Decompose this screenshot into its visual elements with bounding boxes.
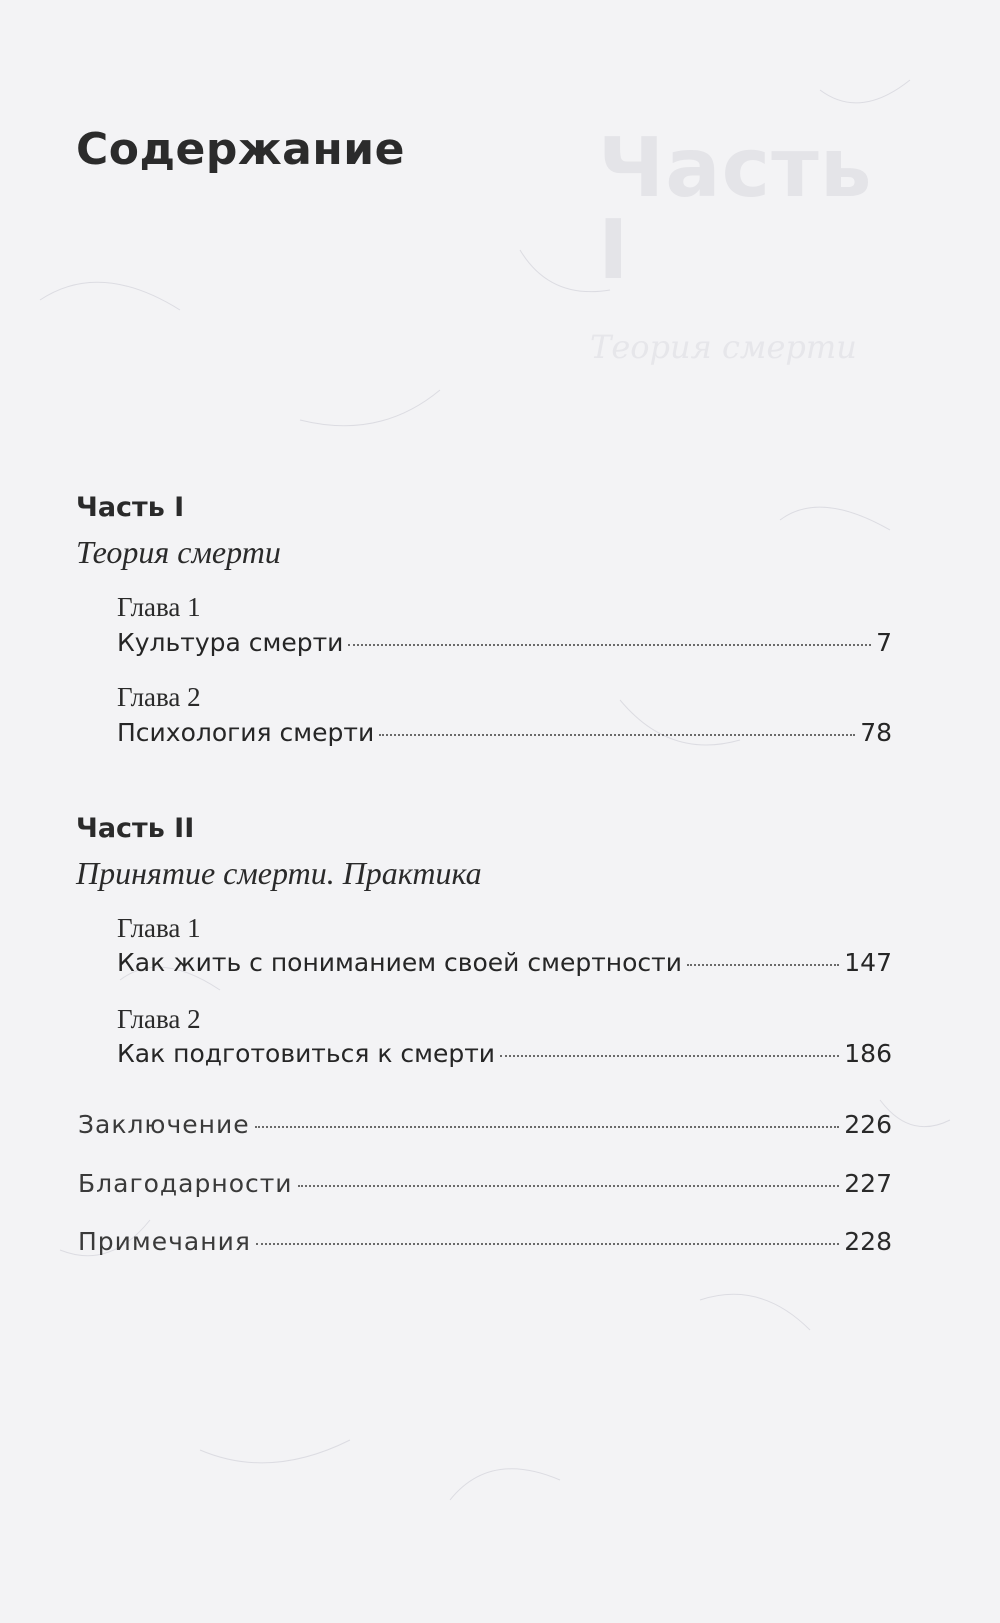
part-1-subtitle: Теория смерти (76, 534, 281, 570)
leader-dots (298, 1185, 840, 1187)
toc-entry-page: 7 (876, 628, 892, 657)
part-1-chapter-2-label: Глава 2 (117, 682, 201, 712)
toc-entry-page: 186 (844, 1039, 892, 1068)
leader-dots (348, 644, 871, 646)
part-2-chapter-1-label: Глава 1 (117, 913, 201, 943)
part-2-label: Часть II (76, 813, 195, 844)
toc-entry-title: Как жить с пониманием своей смертности (117, 948, 682, 977)
toc-entry-part-1-chapter-1[interactable] (117, 628, 892, 664)
leader-dots (255, 1126, 840, 1128)
part-1-chapter-1-label: Глава 1 (117, 592, 201, 622)
toc-entry-page: 78 (860, 718, 892, 747)
bleed-through-title: Часть I (598, 121, 873, 298)
toc-entry-notes[interactable] (78, 1227, 892, 1263)
toc-entry-part-2-chapter-2[interactable] (117, 1039, 892, 1075)
leader-dots (256, 1243, 839, 1245)
part-2-chapter-2-label: Глава 2 (117, 1004, 201, 1034)
leader-dots (379, 734, 855, 736)
bleed-through-subtitle: Теория смерти (590, 328, 857, 366)
toc-entry-page: 226 (844, 1110, 892, 1139)
page-title: Содержание (76, 124, 405, 175)
toc-entry-page: 147 (844, 948, 892, 977)
leader-dots (500, 1055, 839, 1057)
toc-entry-title: Как подготовиться к смерти (117, 1039, 496, 1068)
toc-entry-title: Заключение (78, 1110, 250, 1139)
toc-entry-part-1-chapter-2[interactable] (117, 718, 892, 754)
toc-entry-conclusion[interactable] (78, 1110, 892, 1146)
toc-entry-page: 228 (844, 1227, 892, 1256)
toc-entry-title: Психология смерти (117, 718, 375, 747)
leader-dots (687, 964, 839, 966)
toc-entry-title: Примечания (78, 1227, 251, 1256)
part-2-subtitle: Принятие смерти. Практика (76, 855, 482, 891)
toc-entry-title: Благодарности (78, 1169, 293, 1198)
toc-entry-title: Культура смерти (117, 628, 344, 657)
part-1-label: Часть I (76, 492, 185, 523)
toc-entry-acknowledgements[interactable] (78, 1169, 892, 1205)
bleed-through-text (590, 121, 898, 366)
toc-entry-page: 227 (844, 1169, 892, 1198)
toc-entry-part-2-chapter-1[interactable] (117, 948, 892, 984)
